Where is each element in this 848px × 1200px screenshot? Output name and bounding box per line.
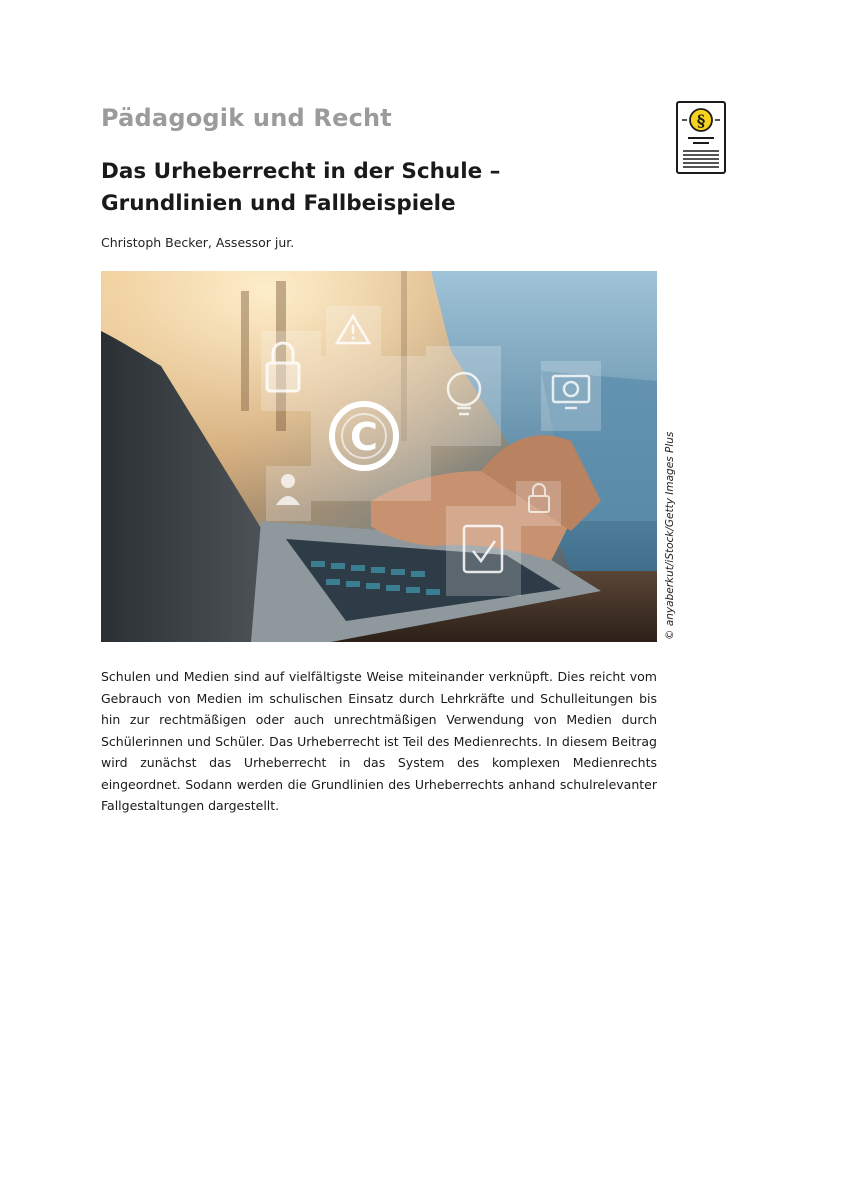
hero-image bbox=[101, 271, 657, 642]
svg-text:§: § bbox=[696, 111, 706, 130]
image-credit-text: © anyaberkut/iStock/Getty Images Plus bbox=[664, 431, 676, 640]
article-title bbox=[101, 156, 621, 220]
section-kicker: Pädagogik und Recht bbox=[101, 104, 392, 132]
copyright-icon bbox=[332, 404, 396, 468]
hero-illustration bbox=[101, 271, 657, 642]
intro-paragraph: Schulen und Medien sind auf vielfältigste Weise miteinander verknüpft. Dies reicht vom Gebrauch von Medien im schulischen Einsatz durch Lehrkräfte und Schulleitungen bis hin zur rechtmäßigen oder auch unrechtmäßigen Verwendung von Medien durch Schülerinnen und Schüler. Das Urheberrecht ist Teil des Medienrechts. In diesem Beitrag wird zunächst das Urheberrecht in das System des komplexen Medienrechts eingeordnet. Sodann werden die Grundlinien des Urheberrechts anhand schulrelevanter Fallgestaltungen dargestellt. bbox=[101, 669, 657, 813]
author-line: Christoph Becker, Assessor jur. bbox=[101, 235, 295, 250]
paragraph-document-icon bbox=[676, 101, 726, 174]
svg-text:C: C bbox=[350, 415, 378, 459]
article-title-line-1: Das Urheberrecht in der Schule – bbox=[101, 159, 501, 184]
paragraph-document-icon-svg bbox=[676, 101, 726, 174]
image-credit bbox=[664, 431, 684, 1011]
article-title-line-2: Grundlinien und Fallbeispiele bbox=[101, 191, 456, 216]
